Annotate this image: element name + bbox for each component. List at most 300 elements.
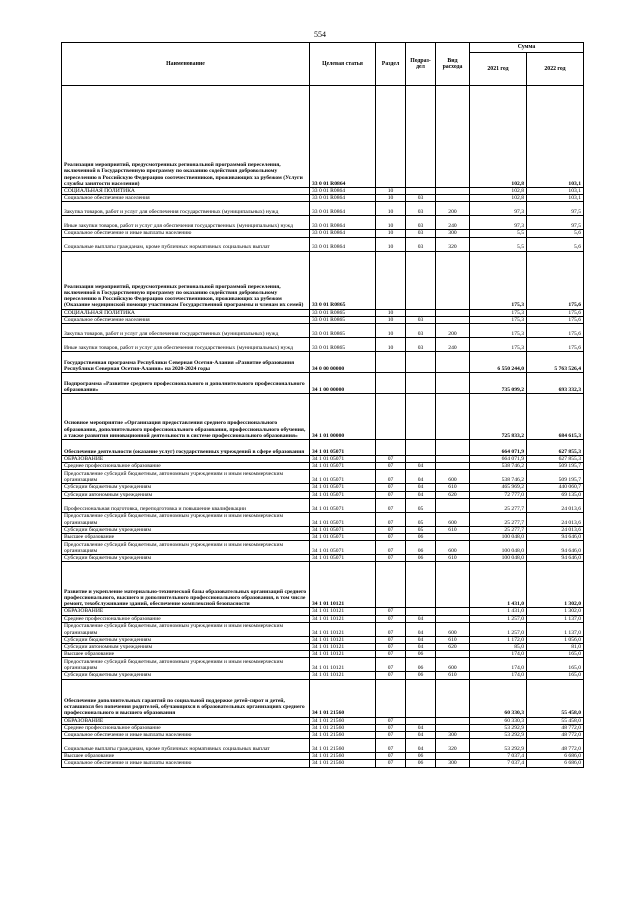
row-section: 10 [376, 195, 406, 202]
row-sum-2021: 735 099,2 [470, 373, 527, 394]
row-subsection: 06 [406, 760, 436, 767]
row-sum-2021: 102,8 [470, 86, 527, 188]
table-row [62, 338, 584, 352]
row-expense-type [436, 717, 470, 724]
table-row [62, 484, 584, 491]
table-row [62, 456, 584, 463]
row-name: Закупка товаров, работ и услуг для обеспечения государственных (муниципальных) нужд [62, 202, 310, 216]
table-row [62, 534, 584, 541]
header-expense-type: Вид расхода [436, 43, 470, 86]
row-name: Закупка товаров, работ и услуг для обеспечения государственных (муниципальных) нужд [62, 324, 310, 338]
row-sum-2022: 6 686,0 [527, 760, 584, 767]
table-row [62, 732, 584, 739]
row-target-article: 33 0 01 R0865 [310, 324, 376, 338]
row-expense-type: 240 [436, 338, 470, 352]
row-name: Субсидии бюджетным учреждениям [62, 484, 310, 491]
table-row [62, 651, 584, 658]
row-sum-2021: 1 257,0 [470, 622, 527, 636]
row-name: Социальные выплаты гражданам, кроме публичных нормативных социальных выплат [62, 237, 310, 251]
row-subsection: 06 [406, 541, 436, 555]
table-row [62, 753, 584, 760]
row-target-article: 34 1 01 10121 [310, 651, 376, 658]
row-name: Государственная программа Республики Северная Осетия-Алания «Развитие образования Республики Северная Осетия-Алания» на 2020-2024 годы [62, 352, 310, 373]
row-target-article: 34 1 01 05071 [310, 512, 376, 526]
row-sum-2022: 6 686,0 [527, 753, 584, 760]
row-section: 07 [376, 622, 406, 636]
row-expense-type [436, 188, 470, 195]
row-expense-type: 300 [436, 732, 470, 739]
table-row [62, 658, 584, 672]
row-expense-type [436, 724, 470, 731]
table-row [62, 251, 584, 309]
row-target-article: 34 1 01 10121 [310, 608, 376, 615]
row-target-article: 33 0 01 R0864 [310, 195, 376, 202]
row-section: 07 [376, 753, 406, 760]
row-section [376, 373, 406, 394]
row-sum-2021: 7 037,4 [470, 753, 527, 760]
row-expense-type [436, 456, 470, 463]
row-target-article: 34 1 01 10121 [310, 622, 376, 636]
row-sum-2022: 48 772,0 [527, 732, 584, 739]
row-sum-2022: 103,1 [527, 86, 584, 188]
row-subsection: 03 [406, 202, 436, 216]
row-subsection: 06 [406, 534, 436, 541]
row-sum-2021: 53 292,9 [470, 724, 527, 731]
row-section: 07 [376, 739, 406, 753]
row-target-article: 34 1 00 00000 [310, 373, 376, 394]
table-row [62, 644, 584, 651]
row-section: 07 [376, 672, 406, 679]
row-subsection [406, 562, 436, 608]
row-sum-2021: 25 277,7 [470, 512, 527, 526]
row-name: Субсидии автономным учреждениям [62, 644, 310, 651]
row-subsection: 05 [406, 512, 436, 526]
table-row [62, 498, 584, 512]
row-target-article: 34 1 01 10121 [310, 658, 376, 672]
row-target-article: 34 1 01 05071 [310, 440, 376, 456]
table-row [62, 526, 584, 533]
row-sum-2021: 465 969,2 [470, 484, 527, 491]
row-name: Основное мероприятие «Организация предоставления среднего профессионального образования, дополнительного профессионального образования, профессионального обучения, а также развития инновационной деятельности в системе профессионального образования» [62, 394, 310, 440]
row-name: ОБРАЗОВАНИЕ [62, 456, 310, 463]
row-target-article: 33 0 01 R0865 [310, 251, 376, 309]
row-subsection: 03 [406, 338, 436, 352]
row-subsection: 03 [406, 316, 436, 323]
row-subsection [406, 440, 436, 456]
row-name: Предоставление субсидий бюджетным, автономным учреждениям и иным некоммерческим организациям [62, 512, 310, 526]
row-sum-2022: 5,6 [527, 237, 584, 251]
row-target-article: 34 0 00 00000 [310, 352, 376, 373]
row-subsection [406, 373, 436, 394]
row-sum-2021: 7 037,4 [470, 760, 527, 767]
row-name: Среднее профессиональное образование [62, 615, 310, 622]
row-sum-2022: 1 302,0 [527, 562, 584, 608]
row-name: Субсидии бюджетным учреждениям [62, 672, 310, 679]
row-section: 07 [376, 658, 406, 672]
row-section: 10 [376, 324, 406, 338]
row-sum-2021: 538 746,2 [470, 470, 527, 484]
row-section: 10 [376, 316, 406, 323]
row-name: Иные закупки товаров, работ и услуг для обеспечения государственных (муниципальных) нужд [62, 338, 310, 352]
row-subsection: 03 [406, 237, 436, 251]
row-section: 07 [376, 470, 406, 484]
row-name: Субсидии бюджетным учреждениям [62, 636, 310, 643]
row-subsection [406, 86, 436, 188]
row-sum-2021: 5,5 [470, 237, 527, 251]
row-expense-type: 610 [436, 526, 470, 533]
table-row [62, 679, 584, 717]
row-name: Социальное обеспечение населения [62, 316, 310, 323]
row-section: 10 [376, 338, 406, 352]
row-target-article: 33 0 01 R0865 [310, 338, 376, 352]
row-name: Среднее профессиональное образование [62, 463, 310, 470]
row-section: 07 [376, 651, 406, 658]
row-expense-type: 240 [436, 216, 470, 230]
row-expense-type [436, 534, 470, 541]
row-name: СОЦИАЛЬНАЯ ПОЛИТИКА [62, 188, 310, 195]
row-target-article: 34 1 01 10121 [310, 562, 376, 608]
row-sum-2021: 53 292,9 [470, 732, 527, 739]
row-section: 07 [376, 534, 406, 541]
row-target-article: 34 1 01 10121 [310, 615, 376, 622]
table-row [62, 491, 584, 498]
row-expense-type [436, 251, 470, 309]
row-section: 07 [376, 555, 406, 562]
row-sum-2022: 509 195,7 [527, 470, 584, 484]
row-sum-2022: 81,0 [527, 644, 584, 651]
row-name: Предоставление субсидий бюджетным, автономным учреждениям и иным некоммерческим организациям [62, 541, 310, 555]
row-section: 10 [376, 309, 406, 316]
header-year-2021: 2021 год [470, 53, 527, 86]
row-expense-type [436, 309, 470, 316]
table-row [62, 512, 584, 526]
row-target-article: 34 1 01 05071 [310, 456, 376, 463]
table-header [62, 43, 584, 86]
row-sum-2021: 100 048,0 [470, 541, 527, 555]
row-sum-2021: 85,0 [470, 644, 527, 651]
row-subsection [406, 394, 436, 440]
row-section: 07 [376, 526, 406, 533]
table-row [62, 394, 584, 440]
table-row [62, 440, 584, 456]
row-expense-type: 200 [436, 202, 470, 216]
row-expense-type: 320 [436, 739, 470, 753]
row-sum-2022: 165,0 [527, 672, 584, 679]
row-sum-2021: 25 277,7 [470, 526, 527, 533]
row-sum-2022: 5,6 [527, 230, 584, 237]
table-row [62, 202, 584, 216]
row-sum-2022: 509 195,7 [527, 463, 584, 470]
row-sum-2021: 60 330,3 [470, 717, 527, 724]
row-sum-2022: 693 332,3 [527, 373, 584, 394]
row-sum-2022: 165,0 [527, 651, 584, 658]
row-section: 07 [376, 732, 406, 739]
table-row [62, 739, 584, 753]
row-expense-type: 300 [436, 760, 470, 767]
row-name: Социальное обеспечение и иные выплаты населению [62, 760, 310, 767]
row-sum-2022: 1 137,0 [527, 615, 584, 622]
row-subsection: 06 [406, 672, 436, 679]
row-target-article: 33 0 01 R0865 [310, 316, 376, 323]
row-name: Предоставление субсидий бюджетным, автономным учреждениям и иным некоммерческим организациям [62, 470, 310, 484]
row-subsection: 04 [406, 622, 436, 636]
table-row [62, 615, 584, 622]
row-subsection: 06 [406, 651, 436, 658]
row-sum-2021: 25 277,7 [470, 498, 527, 512]
row-target-article: 34 1 01 05071 [310, 498, 376, 512]
row-expense-type: 610 [436, 636, 470, 643]
row-target-article: 33 0 01 R0864 [310, 188, 376, 195]
row-target-article: 34 1 01 10121 [310, 636, 376, 643]
row-target-article: 34 1 01 05071 [310, 534, 376, 541]
table-row [62, 760, 584, 767]
row-section: 07 [376, 644, 406, 651]
row-sum-2022: 627 855,3 [527, 440, 584, 456]
row-expense-type: 600 [436, 512, 470, 526]
row-target-article: 34 1 01 21560 [310, 732, 376, 739]
row-expense-type: 610 [436, 484, 470, 491]
row-sum-2022: 627 855,3 [527, 456, 584, 463]
row-target-article: 34 1 01 05071 [310, 463, 376, 470]
row-expense-type [436, 679, 470, 717]
table-row [62, 636, 584, 643]
row-sum-2021: 53 292,9 [470, 739, 527, 753]
row-sum-2021: 725 833,2 [470, 394, 527, 440]
row-expense-type: 610 [436, 672, 470, 679]
table-row [62, 541, 584, 555]
table-row [62, 562, 584, 608]
row-section: 07 [376, 456, 406, 463]
row-sum-2022: 175,6 [527, 251, 584, 309]
row-sum-2021: 72 777,0 [470, 491, 527, 498]
row-subsection [406, 456, 436, 463]
row-target-article: 34 1 01 21560 [310, 753, 376, 760]
row-subsection [406, 309, 436, 316]
budget-table [61, 42, 584, 768]
row-subsection [406, 679, 436, 717]
row-section: 07 [376, 463, 406, 470]
row-section: 10 [376, 237, 406, 251]
row-sum-2021: 538 746,2 [470, 463, 527, 470]
row-subsection: 04 [406, 739, 436, 753]
table-row [62, 555, 584, 562]
row-target-article: 34 1 01 05071 [310, 470, 376, 484]
row-subsection: 03 [406, 216, 436, 230]
row-name: Предоставление субсидий бюджетным, автономным учреждениям и иным некоммерческим организациям [62, 622, 310, 636]
row-sum-2022: 24 013,6 [527, 526, 584, 533]
row-sum-2021: 60 330,3 [470, 679, 527, 717]
row-sum-2022: 1 137,0 [527, 622, 584, 636]
row-name: Профессиональная подготовка, переподготовка и повышение квалификации [62, 498, 310, 512]
row-expense-type [436, 394, 470, 440]
row-sum-2021: 174,0 [470, 672, 527, 679]
row-sum-2022: 69 135,0 [527, 491, 584, 498]
row-target-article: 33 0 01 R0865 [310, 309, 376, 316]
row-section: 07 [376, 608, 406, 615]
table-row [62, 717, 584, 724]
row-sum-2021: 1 172,0 [470, 636, 527, 643]
row-name: Подпрограмма «Развитие среднего профессионального и дополнительного профессионального образования» [62, 373, 310, 394]
row-section [376, 562, 406, 608]
row-name: Субсидии бюджетным учреждениям [62, 555, 310, 562]
table-row [62, 188, 584, 195]
row-sum-2022: 24 013,6 [527, 498, 584, 512]
row-name: ОБРАЗОВАНИЕ [62, 717, 310, 724]
row-name: Высшее образование [62, 651, 310, 658]
row-name: Социальные выплаты гражданам, кроме публичных нормативных социальных выплат [62, 739, 310, 753]
row-name: Социальное обеспечение и иные выплаты населению [62, 732, 310, 739]
table-row [62, 237, 584, 251]
row-subsection: 05 [406, 526, 436, 533]
row-name: Реализация мероприятий, предусмотренных региональной программой переселения, включенной в Государственную программу по оказанию содействия добровольному переселению в Российскую Федерацию соотечественников, проживающих за рубежом (Услуги службы занятости населения) [62, 86, 310, 188]
row-subsection [406, 608, 436, 615]
row-sum-2021: 175,3 [470, 251, 527, 309]
row-target-article: 34 1 01 10121 [310, 644, 376, 651]
table-row [62, 216, 584, 230]
row-subsection [406, 717, 436, 724]
row-sum-2021: 100 048,0 [470, 534, 527, 541]
row-sum-2022: 1 302,0 [527, 608, 584, 615]
row-sum-2021: 102,8 [470, 188, 527, 195]
row-target-article: 34 1 01 05071 [310, 526, 376, 533]
table-row [62, 608, 584, 615]
row-sum-2021: 97,3 [470, 202, 527, 216]
row-sum-2022: 175,6 [527, 309, 584, 316]
row-sum-2021: 664 071,9 [470, 456, 527, 463]
row-subsection: 06 [406, 555, 436, 562]
row-name: Развитие и укрепление материально-технической базы образовательных организаций среднего профессионального, высшего и дополнительного профессионального образования, в том числе ремонт, техобслуживание зданий, обеспечение комплексной безопасности [62, 562, 310, 608]
row-target-article: 33 0 01 R0864 [310, 230, 376, 237]
row-subsection: 05 [406, 498, 436, 512]
table-row [62, 724, 584, 731]
row-target-article: 34 1 01 10121 [310, 672, 376, 679]
row-section: 07 [376, 615, 406, 622]
row-section [376, 251, 406, 309]
row-sum-2022: 175,6 [527, 338, 584, 352]
row-expense-type [436, 651, 470, 658]
row-expense-type: 620 [436, 491, 470, 498]
row-sum-2022: 103,1 [527, 188, 584, 195]
row-subsection: 04 [406, 484, 436, 491]
row-target-article: 34 1 01 21560 [310, 717, 376, 724]
table-row [62, 622, 584, 636]
header-target-article: Целевая статья [310, 43, 376, 86]
row-subsection: 06 [406, 658, 436, 672]
row-name: Среднее профессиональное образование [62, 724, 310, 731]
table-row [62, 230, 584, 237]
row-expense-type [436, 195, 470, 202]
row-subsection: 06 [406, 753, 436, 760]
row-expense-type: 200 [436, 324, 470, 338]
row-target-article: 34 1 01 21560 [310, 739, 376, 753]
row-section: 10 [376, 202, 406, 216]
row-subsection: 04 [406, 732, 436, 739]
row-section [376, 352, 406, 373]
row-subsection [406, 188, 436, 195]
table-body [62, 86, 584, 768]
row-subsection: 04 [406, 470, 436, 484]
row-section: 07 [376, 717, 406, 724]
row-expense-type: 600 [436, 658, 470, 672]
row-sum-2021: 175,3 [470, 316, 527, 323]
table-row [62, 672, 584, 679]
row-name: Обеспечение дополнительных гарантий по социальной поддержке детей-сирот и детей, оставшихся без попечения родителей, обучающихся в образовательных организациях среднего профессионального и высшего образования [62, 679, 310, 717]
row-expense-type [436, 352, 470, 373]
page-number: 554 [314, 30, 326, 39]
row-target-article: 33 0 01 R0864 [310, 237, 376, 251]
row-section: 07 [376, 484, 406, 491]
row-expense-type [436, 753, 470, 760]
row-target-article: 34 1 01 21560 [310, 760, 376, 767]
row-target-article: 34 1 01 00000 [310, 394, 376, 440]
row-sum-2022: 24 013,6 [527, 512, 584, 526]
row-sum-2022: 440 060,7 [527, 484, 584, 491]
row-name: ОБРАЗОВАНИЕ [62, 608, 310, 615]
row-target-article: 34 1 01 05071 [310, 484, 376, 491]
row-name: Предоставление субсидий бюджетным, автономным учреждениям и иным некоммерческим организациям [62, 658, 310, 672]
row-subsection: 04 [406, 636, 436, 643]
table-row [62, 195, 584, 202]
row-subsection [406, 352, 436, 373]
header-subsection: Подраз-дел [406, 43, 436, 86]
table-row [62, 352, 584, 373]
row-sum-2022: 684 615,3 [527, 394, 584, 440]
row-subsection [406, 251, 436, 309]
row-sum-2021: 174,0 [470, 658, 527, 672]
row-section: 07 [376, 491, 406, 498]
row-target-article: 34 1 01 05071 [310, 491, 376, 498]
row-section: 07 [376, 760, 406, 767]
row-section [376, 440, 406, 456]
row-sum-2021: 1 431,0 [470, 562, 527, 608]
row-expense-type: 300 [436, 230, 470, 237]
row-name: Социальное обеспечение населения [62, 195, 310, 202]
row-sum-2022: 94 646,0 [527, 534, 584, 541]
row-target-article: 34 1 01 21560 [310, 724, 376, 731]
row-subsection: 04 [406, 463, 436, 470]
row-target-article: 34 1 01 05071 [310, 541, 376, 555]
row-section [376, 679, 406, 717]
row-sum-2021: 1 431,0 [470, 608, 527, 615]
table-row [62, 470, 584, 484]
header-name: Наименование [62, 43, 310, 86]
header-section: Раздел [376, 43, 406, 86]
row-sum-2021: 5,5 [470, 230, 527, 237]
row-sum-2022: 165,0 [527, 658, 584, 672]
row-expense-type: 610 [436, 555, 470, 562]
row-sum-2022: 1 056,0 [527, 636, 584, 643]
row-sum-2021: 175,3 [470, 324, 527, 338]
row-expense-type [436, 440, 470, 456]
row-target-article: 33 0 01 R0864 [310, 86, 376, 188]
row-sum-2021: 175,3 [470, 338, 527, 352]
row-expense-type [436, 608, 470, 615]
table-row [62, 86, 584, 188]
row-sum-2021: 100 048,0 [470, 555, 527, 562]
row-name: Иные закупки товаров, работ и услуг для обеспечения государственных (муниципальных) нужд [62, 216, 310, 230]
row-name: Субсидии автономным учреждениям [62, 491, 310, 498]
row-name: СОЦИАЛЬНАЯ ПОЛИТИКА [62, 309, 310, 316]
row-sum-2022: 175,6 [527, 324, 584, 338]
row-expense-type [436, 463, 470, 470]
row-section: 10 [376, 216, 406, 230]
row-sum-2021: 664 071,9 [470, 440, 527, 456]
row-target-article: 34 1 01 21560 [310, 679, 376, 717]
row-section: 07 [376, 636, 406, 643]
row-sum-2021: 175,3 [470, 309, 527, 316]
row-section: 07 [376, 512, 406, 526]
row-expense-type: 600 [436, 470, 470, 484]
